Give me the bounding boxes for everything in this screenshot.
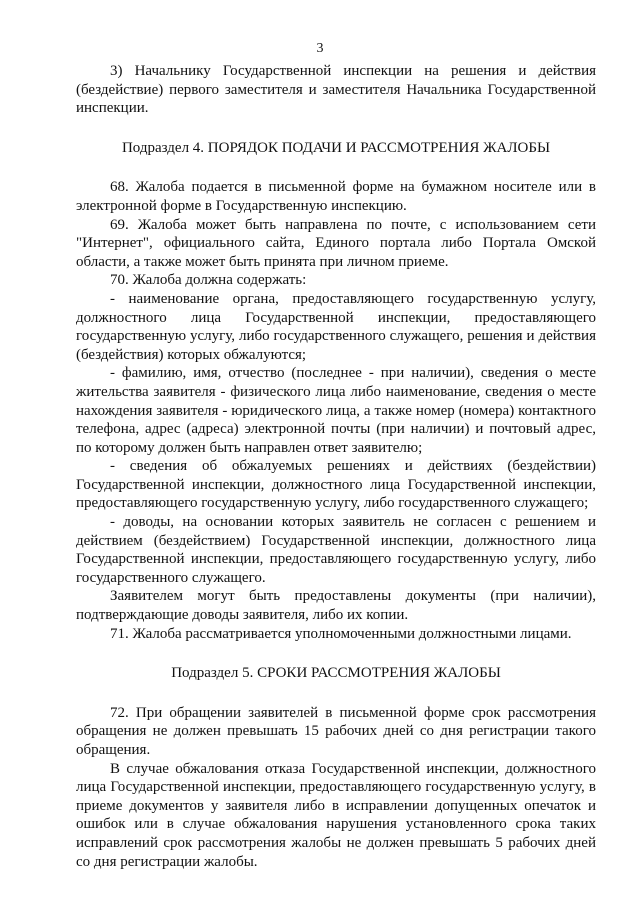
list-item-organ: - наименование органа, предоставляющего государственную услугу, должностного лица Государственной инспекции, предоставляющего государственную услугу, либо государственного служащего, решения и действия (бездействия) которых обжалуются;	[76, 290, 596, 363]
paragraph-72: 72. При обращении заявителей в письменной форме срок рассмотрения обращения не должен превышать 15 рабочих дней со дня регистрации такого обращения.	[76, 704, 596, 758]
section-heading-5: Подраздел 5. СРОКИ РАССМОТРЕНИЯ ЖАЛОБЫ	[171, 665, 501, 682]
paragraph-69: 69. Жалоба может быть направлена по почте, с использованием сети "Интернет", официального сайта, Единого портала либо Портала Омской области, а также может быть принята при личном приеме.	[76, 216, 596, 270]
paragraph-71: 71. Жалоба рассматривается уполномоченными должностными лицами.	[110, 625, 572, 642]
paragraph-refusal: В случае обжалования отказа Государственной инспекции, должностного лица Государственной инспекции, предоставляющего государственную услугу, в приеме документов у заявителя либо в исправлении допущенных опечаток и ошибок или в случае обжалования нарушения установленного срока таких исправлений срок рассмотрения жалобы не должен превышать 5 рабочих дней со дня регистрации жалобы.	[76, 760, 596, 870]
document-body	[76, 62, 596, 871]
paragraph-68: 68. Жалоба подается в письменной форме на бумажном носителе или в электронной форме в Государственную инспекцию.	[76, 179, 596, 214]
paragraph-documents: Заявителем могут быть предоставлены документы (при наличии), подтверждающие доводы заявителя, либо их копии.	[76, 588, 596, 624]
list-item-applicant: - фамилию, имя, отчество (последнее - при наличии), сведения о месте жительства заявителя - физического лица либо наименование, сведения о месте нахождения заявителя - юридического лица, а также номер (номера) контактного телефона, адрес (адреса) электронной почты (при наличии) и почтовый адрес, по которому должен быть направлен ответ заявителю;	[76, 365, 596, 456]
section-heading-4: Подраздел 4. ПОРЯДОК ПОДАЧИ И РАССМОТРЕНИЯ ЖАЛОБЫ	[121, 139, 551, 156]
page-number: 3	[316, 41, 324, 56]
list-item-decisions: - сведения об обжалуемых решениях и действиях (бездействии) Государственной инспекции, должностного лица Государственной инспекции, предоставляющего государственную услугу, либо государственного служащего;	[76, 458, 596, 512]
paragraph-item-3: 3) Начальнику Государственной инспекции на решения и действия (бездействие) первого заместителя и заместителя Начальника Государственной инспекции.	[76, 63, 596, 117]
list-item-arguments: - доводы, на основании которых заявитель не согласен с решением и действием (бездействием) Государственной инспекции, должностного лица Государственной инспекции, предоставляющего государственную услугу, либо государственного служащего.	[76, 514, 596, 586]
paragraph-70: 70. Жалоба должна содержать:	[110, 272, 307, 289]
